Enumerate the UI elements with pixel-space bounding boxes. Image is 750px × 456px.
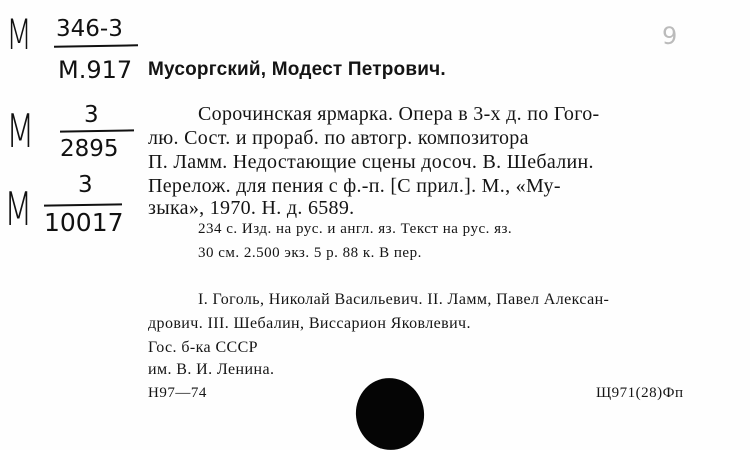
call-mark-top-3: 3 [78,172,93,198]
call-mark-bottom-3: 10017 [44,208,124,237]
call-mark-bottom-2: 2895 [60,136,119,162]
tracing-line-2: дрович. III. Шебалин, Виссарион Яковлевич. [148,315,471,332]
library-line-2: им. В. И. Ленина. [148,361,275,378]
call-mark-letter-2: M [6,104,35,158]
classification-code: Щ971(28)Фп [596,385,684,401]
description-line-5: зыка», 1970. Н. д. 6589. [148,197,355,219]
call-mark-letter-3: M [4,182,33,236]
call-mark-letter-1: M [6,10,33,59]
tracing-line-1: I. Гоголь, Николай Васильевич. II. Ламм, Павел Алексан- [198,291,610,308]
card-number: Н97—74 [148,385,207,401]
ink-stain [349,372,430,456]
author-heading: Мусоргский, Модест Петрович. [148,59,446,80]
call-mark-top-2: 3 [84,102,99,128]
library-line-1: Гос. б-ка СССР [148,339,258,356]
call-mark-number-1: 346-3 [56,16,123,42]
physical-line-2: 30 см. 2.500 экз. 5 р. 88 к. В пер. [198,245,422,261]
description-line-4: Перелож. для пения с ф.-п. [С прил.]. М., «Му- [148,175,561,197]
description-line-2: лю. Сост. и прораб. по автогр. композитора [148,127,529,149]
corner-mark: 9 [662,22,678,50]
call-mark-fraction-line-2 [60,129,134,132]
description-line-3: П. Ламм. Недостающие сцены досоч. В. Шебалин. [148,151,594,173]
call-mark-shelf-1: M.917 [58,56,133,84]
call-mark-underline-1 [54,44,138,47]
call-mark-fraction-line-3 [44,203,122,206]
physical-line-1: 234 с. Изд. на рус. и англ. яз. Текст на рус. яз. [198,221,513,237]
description-line-1: Сорочинская ярмарка. Опера в 3-х д. по Гого- [198,103,600,125]
